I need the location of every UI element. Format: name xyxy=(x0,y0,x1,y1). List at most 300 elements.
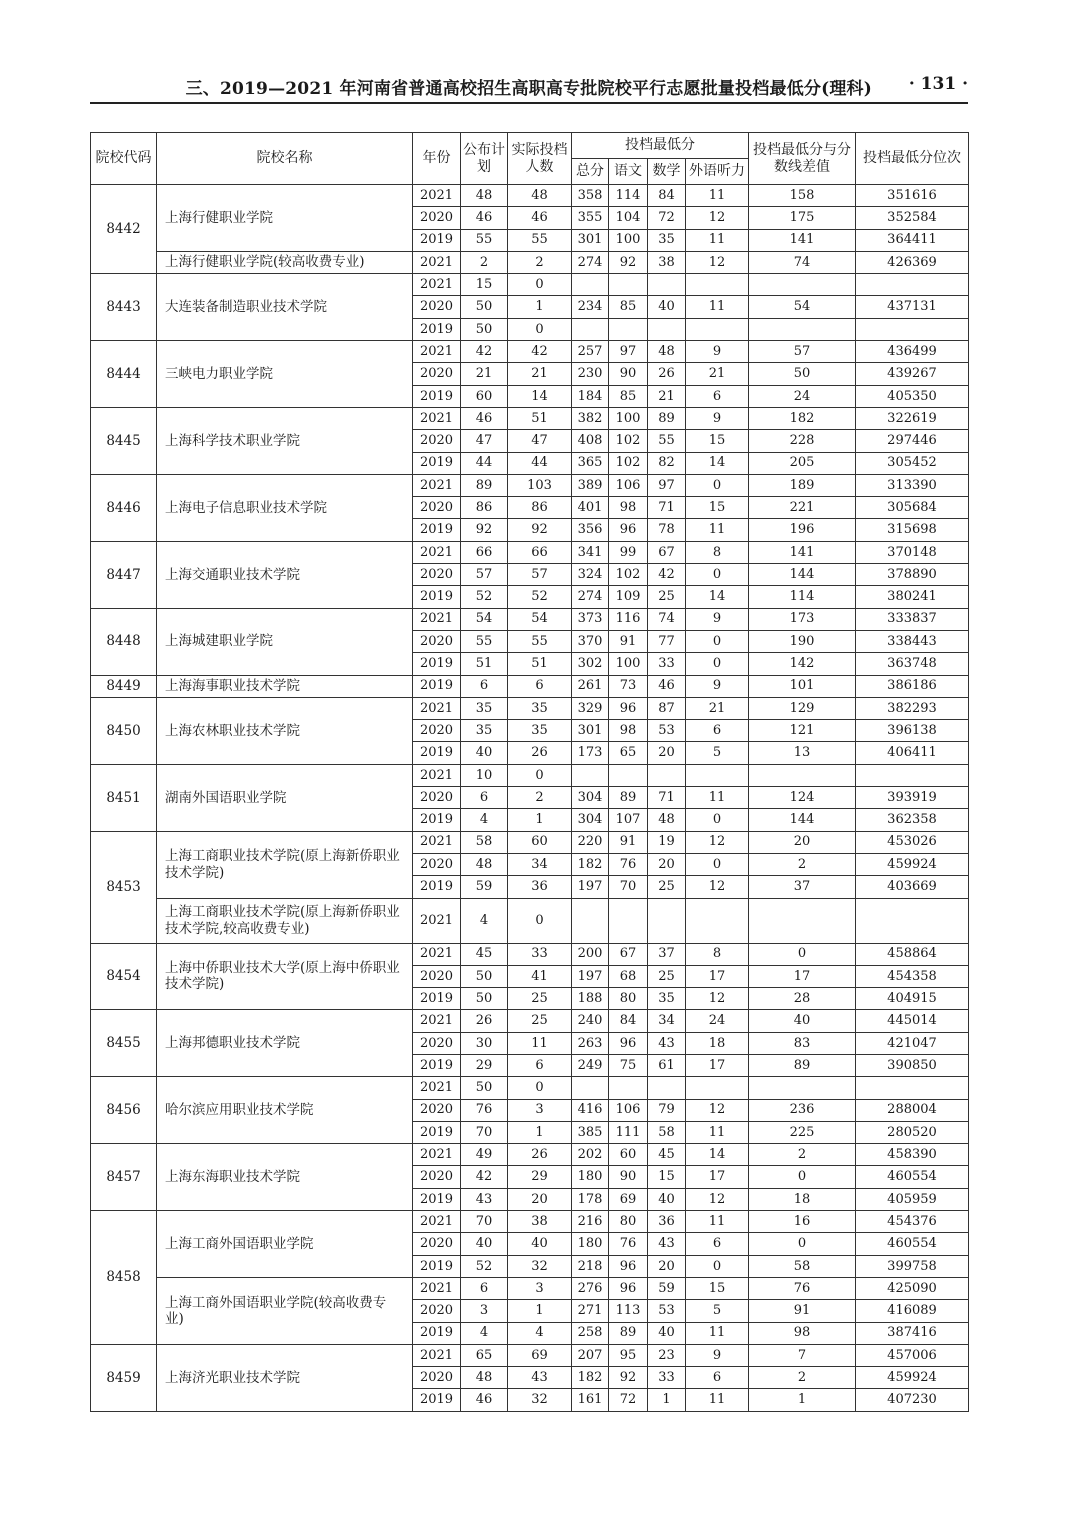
admitted-cell: 20 xyxy=(508,1188,572,1210)
school-code-cell: 8459 xyxy=(91,1344,157,1411)
plan-cell: 21 xyxy=(461,363,508,385)
diff-cell: 144 xyxy=(749,809,856,831)
listening-cell xyxy=(686,274,749,296)
plan-cell: 46 xyxy=(461,1389,508,1411)
rank-cell: 454376 xyxy=(856,1211,969,1233)
listening-cell: 17 xyxy=(686,1054,749,1076)
listening-cell: 18 xyxy=(686,1032,749,1054)
rank-cell: 407230 xyxy=(856,1389,969,1411)
school-code-cell: 8444 xyxy=(91,341,157,408)
admitted-cell: 32 xyxy=(508,1389,572,1411)
listening-cell xyxy=(686,898,749,943)
admitted-cell: 69 xyxy=(508,1344,572,1366)
diff-cell: 182 xyxy=(749,407,856,429)
admitted-cell: 32 xyxy=(508,1255,572,1277)
admitted-cell: 1 xyxy=(508,809,572,831)
chinese-cell: 107 xyxy=(609,809,648,831)
plan-cell: 45 xyxy=(461,943,508,965)
school-code-cell: 8448 xyxy=(91,608,157,675)
admitted-cell: 1 xyxy=(508,1121,572,1143)
chinese-cell: 60 xyxy=(609,1144,648,1166)
plan-cell: 35 xyxy=(461,720,508,742)
chinese-cell: 70 xyxy=(609,876,648,898)
plan-cell: 35 xyxy=(461,697,508,719)
year-cell: 2019 xyxy=(413,653,461,675)
year-cell: 2020 xyxy=(413,720,461,742)
year-cell: 2021 xyxy=(413,831,461,853)
total-cell: 401 xyxy=(572,497,609,519)
math-cell: 38 xyxy=(648,251,686,273)
chinese-cell: 72 xyxy=(609,1389,648,1411)
listening-cell: 6 xyxy=(686,385,749,407)
diff-cell: 98 xyxy=(749,1322,856,1344)
total-cell xyxy=(572,1077,609,1099)
admitted-cell: 11 xyxy=(508,1032,572,1054)
rank-cell: 445014 xyxy=(856,1010,969,1032)
diff-cell: 76 xyxy=(749,1277,856,1299)
year-cell: 2021 xyxy=(413,474,461,496)
listening-cell: 8 xyxy=(686,541,749,563)
math-cell: 53 xyxy=(648,720,686,742)
total-cell: 178 xyxy=(572,1188,609,1210)
total-cell: 355 xyxy=(572,207,609,229)
school-name-cell: 上海邦德职业技术学院 xyxy=(157,1010,413,1077)
school-name-cell: 上海工商职业技术学院(原上海新侨职业技术学院,较高收费专业) xyxy=(157,898,413,943)
plan-cell: 65 xyxy=(461,1344,508,1366)
rank-cell: 436499 xyxy=(856,341,969,363)
admitted-cell: 0 xyxy=(508,764,572,786)
plan-cell: 2 xyxy=(461,251,508,273)
diff-cell: 89 xyxy=(749,1054,856,1076)
diff-cell: 228 xyxy=(749,430,856,452)
total-cell: 370 xyxy=(572,630,609,652)
rank-cell: 386186 xyxy=(856,675,969,697)
year-cell: 2020 xyxy=(413,296,461,318)
year-cell: 2020 xyxy=(413,787,461,809)
math-cell: 78 xyxy=(648,519,686,541)
header-math: 数学 xyxy=(648,159,686,185)
chinese-cell: 96 xyxy=(609,1255,648,1277)
plan-cell: 52 xyxy=(461,1255,508,1277)
header-code: 院校代码 xyxy=(91,133,157,185)
diff-cell xyxy=(749,1077,856,1099)
math-cell xyxy=(648,274,686,296)
school-code-cell: 8449 xyxy=(91,675,157,697)
math-cell: 89 xyxy=(648,407,686,429)
chinese-cell: 116 xyxy=(609,608,648,630)
chinese-cell: 85 xyxy=(609,385,648,407)
diff-cell: 28 xyxy=(749,988,856,1010)
chinese-cell xyxy=(609,1077,648,1099)
year-cell: 2019 xyxy=(413,452,461,474)
plan-cell: 42 xyxy=(461,1166,508,1188)
chinese-cell: 98 xyxy=(609,720,648,742)
school-code-cell: 8456 xyxy=(91,1077,157,1144)
diff-cell: 121 xyxy=(749,720,856,742)
listening-cell: 21 xyxy=(686,363,749,385)
total-cell: 261 xyxy=(572,675,609,697)
total-cell: 324 xyxy=(572,564,609,586)
admitted-cell: 52 xyxy=(508,586,572,608)
admitted-cell: 26 xyxy=(508,742,572,764)
listening-cell: 6 xyxy=(686,720,749,742)
math-cell: 87 xyxy=(648,697,686,719)
listening-cell: 14 xyxy=(686,586,749,608)
school-name-cell: 上海工商外国语职业学院 xyxy=(157,1211,413,1278)
chinese-cell: 96 xyxy=(609,1277,648,1299)
school-name-cell: 哈尔滨应用职业技术学院 xyxy=(157,1077,413,1144)
admitted-cell: 1 xyxy=(508,1300,572,1322)
plan-cell: 47 xyxy=(461,430,508,452)
admitted-cell: 0 xyxy=(508,1077,572,1099)
rank-cell: 421047 xyxy=(856,1032,969,1054)
admitted-cell: 35 xyxy=(508,720,572,742)
total-cell: 197 xyxy=(572,876,609,898)
math-cell: 20 xyxy=(648,742,686,764)
school-code-cell: 8451 xyxy=(91,764,157,831)
total-cell: 180 xyxy=(572,1233,609,1255)
plan-cell: 46 xyxy=(461,407,508,429)
listening-cell: 11 xyxy=(686,1389,749,1411)
admitted-cell: 40 xyxy=(508,1233,572,1255)
year-cell: 2021 xyxy=(413,274,461,296)
rank-cell: 458864 xyxy=(856,943,969,965)
admitted-cell: 25 xyxy=(508,1010,572,1032)
listening-cell: 8 xyxy=(686,943,749,965)
admitted-cell: 33 xyxy=(508,943,572,965)
math-cell xyxy=(648,764,686,786)
year-cell: 2019 xyxy=(413,1188,461,1210)
plan-cell: 55 xyxy=(461,229,508,251)
rank-cell: 426369 xyxy=(856,251,969,273)
year-cell: 2020 xyxy=(413,630,461,652)
chinese-cell: 96 xyxy=(609,1032,648,1054)
math-cell: 20 xyxy=(648,853,686,875)
admitted-cell: 55 xyxy=(508,229,572,251)
school-code-cell: 8458 xyxy=(91,1211,157,1345)
diff-cell: 101 xyxy=(749,675,856,697)
math-cell: 72 xyxy=(648,207,686,229)
total-cell: 184 xyxy=(572,385,609,407)
plan-cell: 89 xyxy=(461,474,508,496)
chinese-cell: 92 xyxy=(609,251,648,273)
math-cell: 84 xyxy=(648,185,686,207)
chinese-cell: 102 xyxy=(609,452,648,474)
school-code-cell: 8446 xyxy=(91,474,157,541)
total-cell: 301 xyxy=(572,720,609,742)
plan-cell: 48 xyxy=(461,1367,508,1389)
math-cell: 71 xyxy=(648,497,686,519)
admitted-cell: 1 xyxy=(508,296,572,318)
admitted-cell: 51 xyxy=(508,407,572,429)
total-cell: 200 xyxy=(572,943,609,965)
listening-cell: 17 xyxy=(686,965,749,987)
chinese-cell: 76 xyxy=(609,853,648,875)
diff-cell: 57 xyxy=(749,341,856,363)
rank-cell: 390850 xyxy=(856,1054,969,1076)
rank-cell: 393919 xyxy=(856,787,969,809)
chinese-cell: 100 xyxy=(609,407,648,429)
year-cell: 2019 xyxy=(413,229,461,251)
chinese-cell: 84 xyxy=(609,1010,648,1032)
school-name-cell: 湖南外国语职业学院 xyxy=(157,764,413,831)
header-listening: 外语听力 xyxy=(686,159,749,185)
page-number: · 131 · xyxy=(908,74,968,94)
admitted-cell: 0 xyxy=(508,318,572,340)
admitted-cell: 4 xyxy=(508,1322,572,1344)
year-cell: 2019 xyxy=(413,1255,461,1277)
diff-cell: 0 xyxy=(749,1233,856,1255)
diff-cell: 1 xyxy=(749,1389,856,1411)
listening-cell: 15 xyxy=(686,430,749,452)
math-cell: 40 xyxy=(648,296,686,318)
table-row xyxy=(91,341,969,363)
chinese-cell: 100 xyxy=(609,229,648,251)
diff-cell: 54 xyxy=(749,296,856,318)
year-cell: 2020 xyxy=(413,1032,461,1054)
plan-cell: 6 xyxy=(461,1277,508,1299)
total-cell: 356 xyxy=(572,519,609,541)
plan-cell: 54 xyxy=(461,608,508,630)
plan-cell: 40 xyxy=(461,1233,508,1255)
math-cell: 58 xyxy=(648,1121,686,1143)
plan-cell: 30 xyxy=(461,1032,508,1054)
plan-cell: 10 xyxy=(461,764,508,786)
chinese-cell: 92 xyxy=(609,1367,648,1389)
math-cell: 35 xyxy=(648,988,686,1010)
diff-cell xyxy=(749,274,856,296)
listening-cell: 14 xyxy=(686,452,749,474)
header-diff: 投档最低分与分数线差值 xyxy=(749,133,856,185)
math-cell: 23 xyxy=(648,1344,686,1366)
plan-cell: 92 xyxy=(461,519,508,541)
math-cell: 55 xyxy=(648,430,686,452)
year-cell: 2021 xyxy=(413,898,461,943)
diff-cell: 114 xyxy=(749,586,856,608)
math-cell: 43 xyxy=(648,1233,686,1255)
rank-cell: 437131 xyxy=(856,296,969,318)
rank-cell: 305452 xyxy=(856,452,969,474)
total-cell: 276 xyxy=(572,1277,609,1299)
school-name-cell: 上海科学技术职业学院 xyxy=(157,407,413,474)
math-cell: 67 xyxy=(648,541,686,563)
rank-cell: 382293 xyxy=(856,697,969,719)
listening-cell: 11 xyxy=(686,1322,749,1344)
rank-cell: 459924 xyxy=(856,853,969,875)
total-cell: 182 xyxy=(572,1367,609,1389)
total-cell: 304 xyxy=(572,787,609,809)
total-cell: 302 xyxy=(572,653,609,675)
year-cell: 2021 xyxy=(413,1211,461,1233)
year-cell: 2020 xyxy=(413,207,461,229)
plan-cell: 55 xyxy=(461,630,508,652)
chinese-cell: 113 xyxy=(609,1300,648,1322)
rank-cell: 387416 xyxy=(856,1322,969,1344)
diff-cell: 83 xyxy=(749,1032,856,1054)
year-cell: 2020 xyxy=(413,1099,461,1121)
rank-cell xyxy=(856,764,969,786)
table-row xyxy=(91,764,969,786)
year-cell: 2021 xyxy=(413,1077,461,1099)
chinese-cell: 97 xyxy=(609,341,648,363)
diff-cell: 124 xyxy=(749,787,856,809)
school-name-cell: 上海城建职业学院 xyxy=(157,608,413,675)
plan-cell: 6 xyxy=(461,675,508,697)
rank-cell: 363748 xyxy=(856,653,969,675)
total-cell: 304 xyxy=(572,809,609,831)
rank-cell: 459924 xyxy=(856,1367,969,1389)
chinese-cell: 96 xyxy=(609,697,648,719)
listening-cell: 9 xyxy=(686,608,749,630)
listening-cell: 11 xyxy=(686,1121,749,1143)
chinese-cell: 90 xyxy=(609,1166,648,1188)
school-name-cell: 上海行健职业学院 xyxy=(157,185,413,252)
admitted-cell: 86 xyxy=(508,497,572,519)
plan-cell: 52 xyxy=(461,586,508,608)
diff-cell: 7 xyxy=(749,1344,856,1366)
year-cell: 2019 xyxy=(413,385,461,407)
diff-cell xyxy=(749,318,856,340)
diff-cell: 141 xyxy=(749,229,856,251)
school-code-cell: 8445 xyxy=(91,407,157,474)
total-cell: 385 xyxy=(572,1121,609,1143)
chinese-cell: 96 xyxy=(609,519,648,541)
table-row xyxy=(91,1344,969,1366)
plan-cell: 44 xyxy=(461,452,508,474)
school-name-cell: 大连装备制造职业技术学院 xyxy=(157,274,413,341)
total-cell: 301 xyxy=(572,229,609,251)
listening-cell: 9 xyxy=(686,341,749,363)
table-row xyxy=(91,1010,969,1032)
school-name-cell: 上海农林职业技术学院 xyxy=(157,697,413,764)
total-cell: 202 xyxy=(572,1144,609,1166)
table-row xyxy=(91,251,969,273)
plan-cell: 42 xyxy=(461,341,508,363)
total-cell: 188 xyxy=(572,988,609,1010)
listening-cell: 12 xyxy=(686,988,749,1010)
school-name-cell: 上海东海职业技术学院 xyxy=(157,1144,413,1211)
table-row xyxy=(91,1277,969,1299)
math-cell: 77 xyxy=(648,630,686,652)
math-cell: 33 xyxy=(648,1367,686,1389)
total-cell: 182 xyxy=(572,853,609,875)
rank-cell xyxy=(856,274,969,296)
rank-cell: 396138 xyxy=(856,720,969,742)
school-name-cell: 三峡电力职业学院 xyxy=(157,341,413,408)
rank-cell: 457006 xyxy=(856,1344,969,1366)
math-cell: 74 xyxy=(648,608,686,630)
table-row xyxy=(91,1077,969,1099)
school-code-cell: 8453 xyxy=(91,831,157,943)
table-row xyxy=(91,608,969,630)
math-cell: 25 xyxy=(648,586,686,608)
header-total: 总分 xyxy=(572,159,609,185)
chinese-cell: 68 xyxy=(609,965,648,987)
admitted-cell: 51 xyxy=(508,653,572,675)
diff-cell: 40 xyxy=(749,1010,856,1032)
total-cell: 173 xyxy=(572,742,609,764)
admitted-cell: 41 xyxy=(508,965,572,987)
table-row xyxy=(91,541,969,563)
header-year: 年份 xyxy=(413,133,461,185)
math-cell: 46 xyxy=(648,675,686,697)
listening-cell: 12 xyxy=(686,251,749,273)
admitted-cell: 103 xyxy=(508,474,572,496)
table-row xyxy=(91,675,969,697)
listening-cell: 5 xyxy=(686,742,749,764)
listening-cell: 15 xyxy=(686,1277,749,1299)
total-cell: 197 xyxy=(572,965,609,987)
diff-cell: 37 xyxy=(749,876,856,898)
diff-cell: 225 xyxy=(749,1121,856,1143)
chinese-cell xyxy=(609,898,648,943)
rank-cell: 405959 xyxy=(856,1188,969,1210)
listening-cell: 0 xyxy=(686,853,749,875)
chinese-cell: 65 xyxy=(609,742,648,764)
math-cell xyxy=(648,318,686,340)
diff-cell: 16 xyxy=(749,1211,856,1233)
math-cell: 26 xyxy=(648,363,686,385)
diff-cell: 20 xyxy=(749,831,856,853)
table-body xyxy=(91,185,969,1412)
rank-cell: 305684 xyxy=(856,497,969,519)
listening-cell: 0 xyxy=(686,630,749,652)
year-cell: 2020 xyxy=(413,1166,461,1188)
diff-cell: 221 xyxy=(749,497,856,519)
rank-cell: 406411 xyxy=(856,742,969,764)
year-cell: 2021 xyxy=(413,541,461,563)
total-cell xyxy=(572,898,609,943)
math-cell: 43 xyxy=(648,1032,686,1054)
total-cell xyxy=(572,764,609,786)
math-cell: 37 xyxy=(648,943,686,965)
school-code-cell: 8450 xyxy=(91,697,157,764)
rank-cell: 399758 xyxy=(856,1255,969,1277)
year-cell: 2021 xyxy=(413,697,461,719)
plan-cell: 43 xyxy=(461,1188,508,1210)
chinese-cell: 76 xyxy=(609,1233,648,1255)
chinese-cell: 104 xyxy=(609,207,648,229)
admitted-cell: 34 xyxy=(508,853,572,875)
math-cell: 97 xyxy=(648,474,686,496)
math-cell: 34 xyxy=(648,1010,686,1032)
admitted-cell: 29 xyxy=(508,1166,572,1188)
rank-cell: 364411 xyxy=(856,229,969,251)
school-name-cell: 上海工商外国语职业学院(较高收费专业) xyxy=(157,1277,413,1344)
listening-cell: 6 xyxy=(686,1367,749,1389)
year-cell: 2021 xyxy=(413,1277,461,1299)
plan-cell: 50 xyxy=(461,965,508,987)
rank-cell: 338443 xyxy=(856,630,969,652)
total-cell: 329 xyxy=(572,697,609,719)
math-cell: 61 xyxy=(648,1054,686,1076)
total-cell: 373 xyxy=(572,608,609,630)
chinese-cell: 80 xyxy=(609,1211,648,1233)
rank-cell: 460554 xyxy=(856,1233,969,1255)
rank-cell: 315698 xyxy=(856,519,969,541)
admitted-cell: 55 xyxy=(508,630,572,652)
math-cell: 48 xyxy=(648,341,686,363)
chinese-cell: 106 xyxy=(609,474,648,496)
diff-cell: 50 xyxy=(749,363,856,385)
plan-cell: 3 xyxy=(461,1300,508,1322)
listening-cell: 5 xyxy=(686,1300,749,1322)
total-cell: 240 xyxy=(572,1010,609,1032)
year-cell: 2019 xyxy=(413,519,461,541)
math-cell: 42 xyxy=(648,564,686,586)
listening-cell: 0 xyxy=(686,1255,749,1277)
listening-cell: 12 xyxy=(686,876,749,898)
